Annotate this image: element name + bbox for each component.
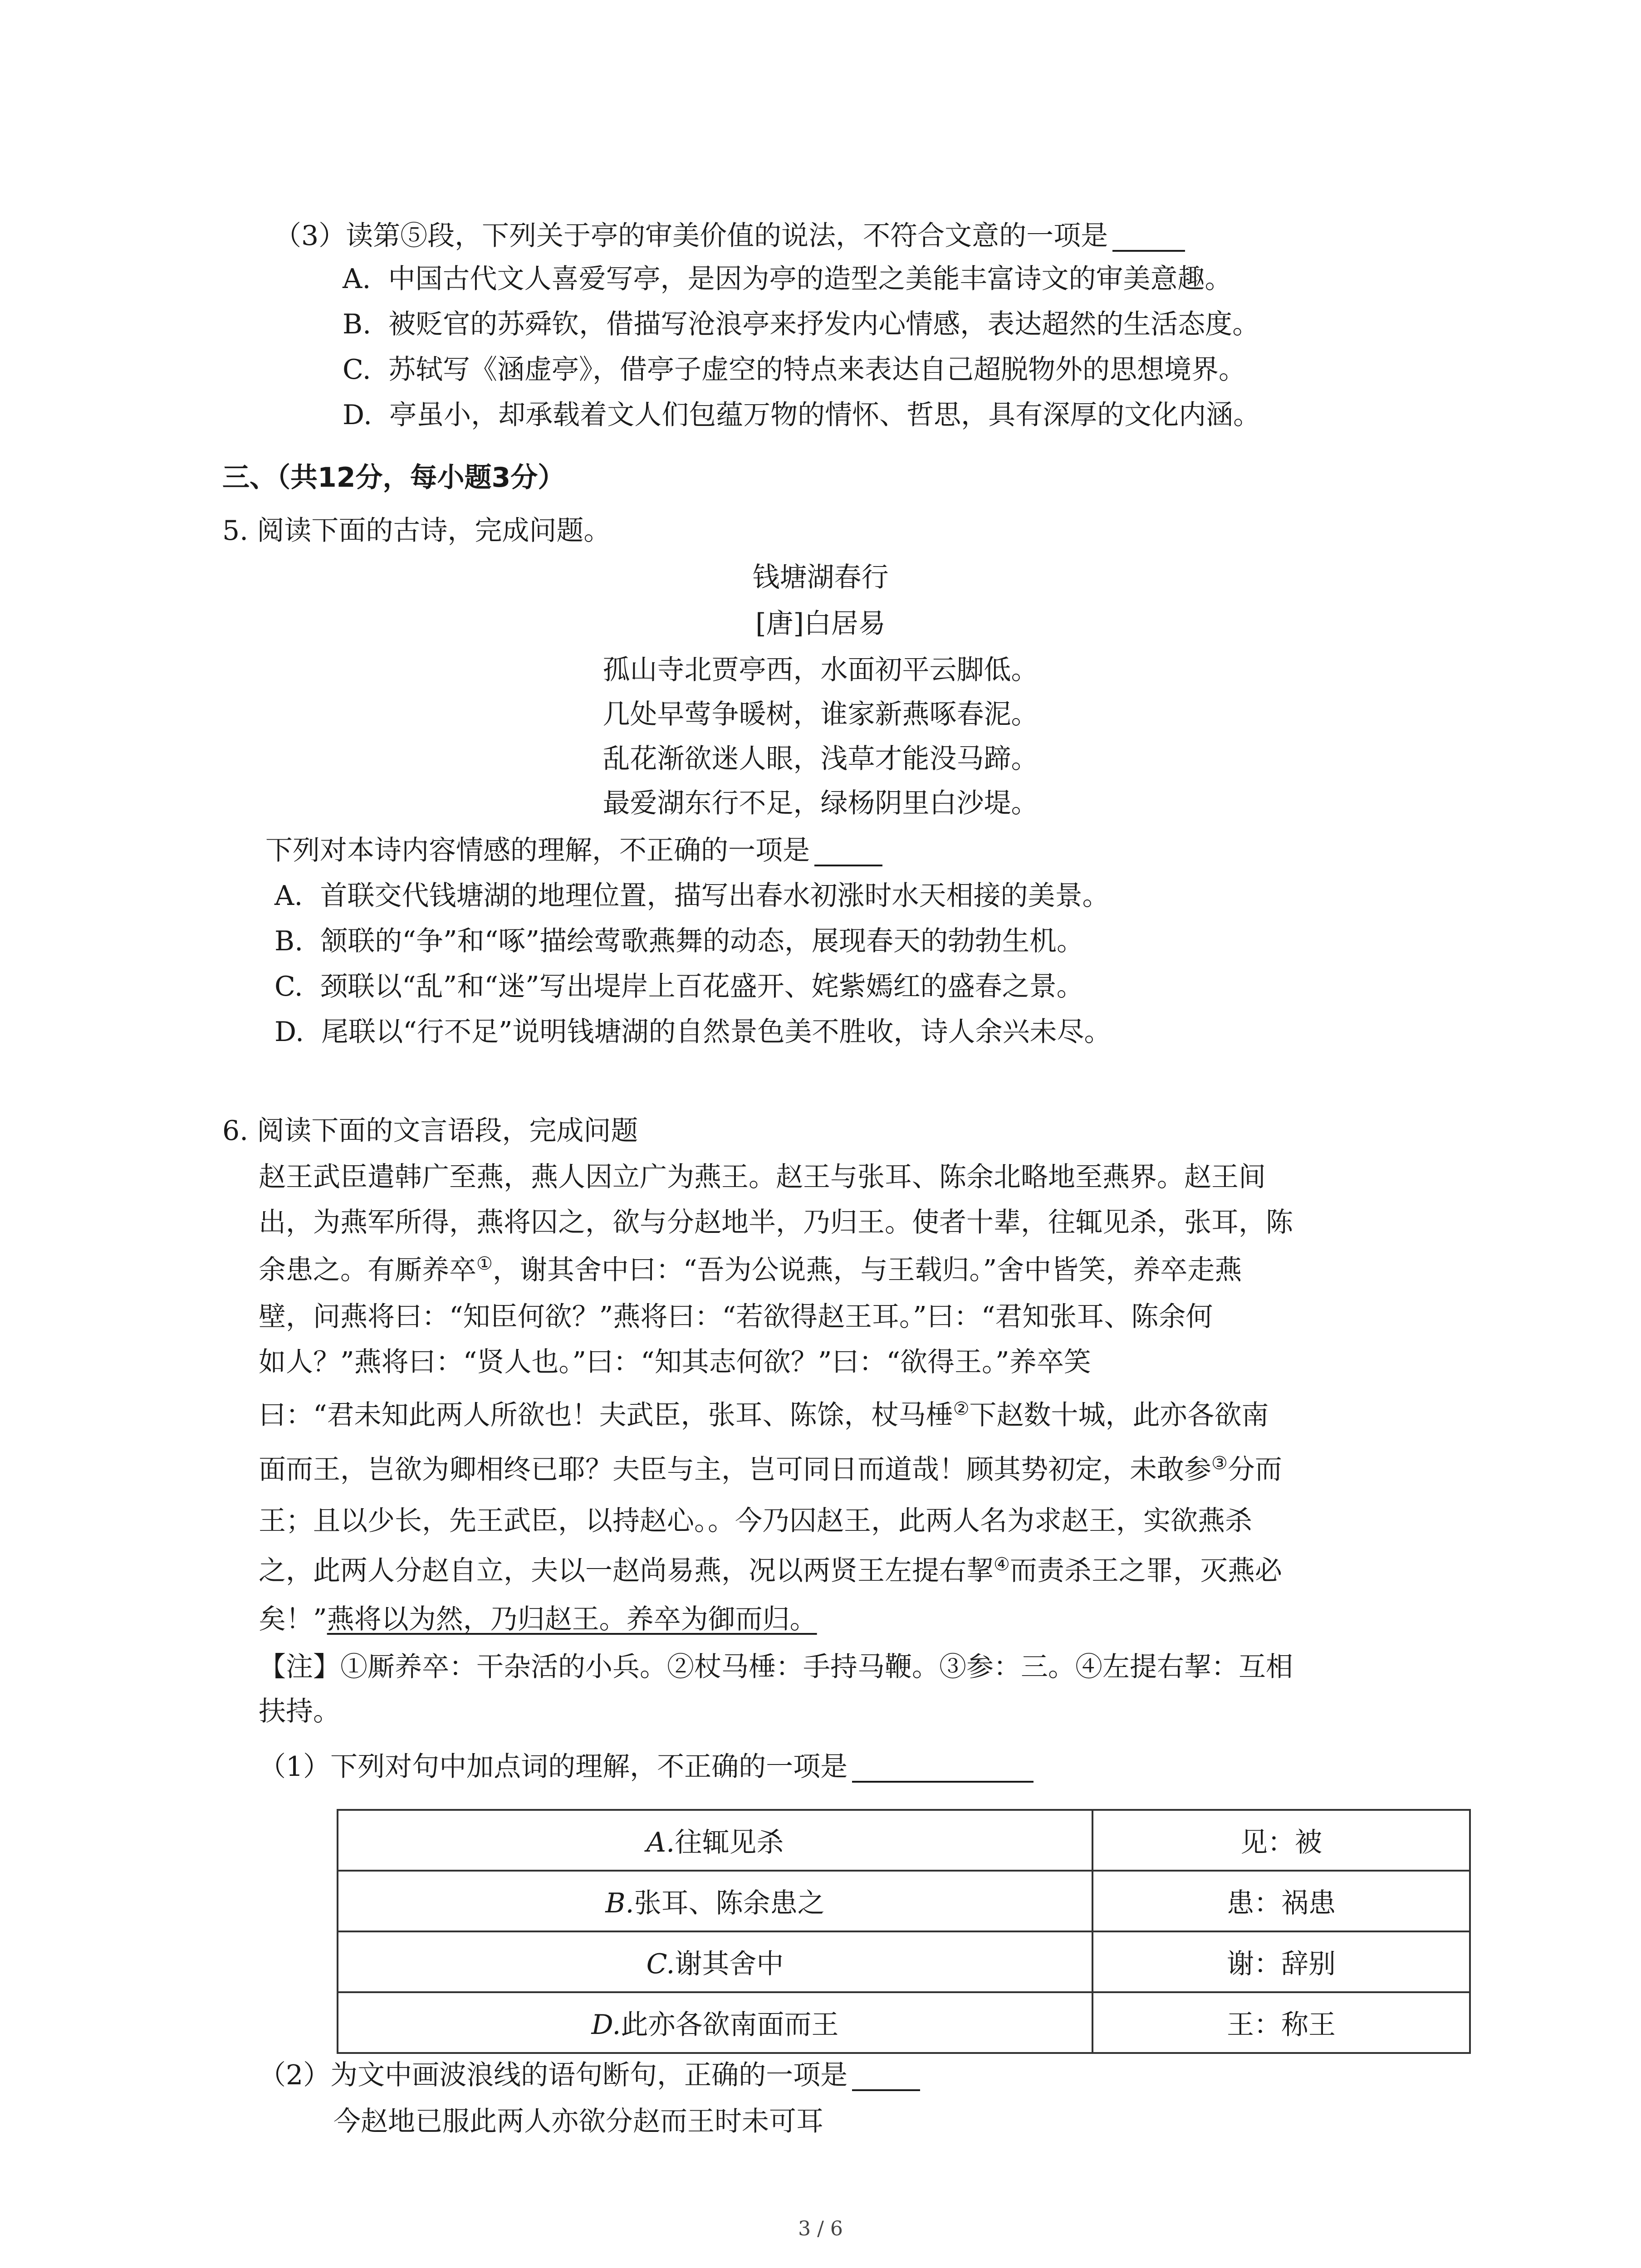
- poem-line: 孤山寺北贾亭西，水面初平云脚低。: [603, 654, 1038, 686]
- passage-text: 之，此两人分赵自立，夫以一赵尚易燕，况以两贤王左提右挈: [259, 1555, 994, 1587]
- table-cell-sentence: [338, 1810, 1092, 1871]
- table-row: [338, 1871, 1470, 1931]
- answer-blank[interactable]: [852, 2064, 920, 2091]
- passage-text: 余患之。有厮养卒: [259, 1254, 476, 1286]
- passage-line: 赵王武臣遣韩广至燕，燕人因立广为燕王。赵王与张耳、陈余北略地至燕界。赵王间: [259, 1161, 1266, 1193]
- q6-sub1-stem-text: （1）下列对句中加点词的理解，不正确的一项是: [259, 1751, 848, 1783]
- answer-blank[interactable]: [814, 839, 882, 866]
- passage-line: 出，为燕军所得，燕将囚之，欲与分赵地半，乃归王。使者十辈，往辄见杀，张耳，陈: [259, 1207, 1293, 1238]
- vocab-table: [337, 1809, 1471, 2054]
- q5-question-text: 下列对本诗内容情感的理解，不正确的一项是: [265, 835, 810, 866]
- table-cell-gloss: 见：被: [1092, 1810, 1470, 1871]
- option-text: 往辄见杀: [675, 1827, 784, 1858]
- table-cell-gloss: 谢：辞别: [1092, 1931, 1470, 1992]
- q4-part3-stem-text: （3）读第⑤段，下列关于亭的审美价值的说法，不符合文意的一项是: [274, 220, 1108, 252]
- passage-text: 分而: [1227, 1454, 1282, 1486]
- poem-line: 几处早莺争暖树，谁家新燕啄春泥。: [603, 699, 1038, 730]
- table-cell-sentence: [338, 1931, 1092, 1992]
- footnote-mark: ③: [1211, 1453, 1228, 1474]
- option-letter: C.: [646, 1948, 675, 1980]
- notes-line: 【注】①厮养卒：干杂活的小兵。②杖马棰：手持马鞭。③参：三。④左提右挈：互相: [259, 1651, 1293, 1683]
- q5-option-a: A. 首联交代钱塘湖的地理位置，描写出春水初涨时水天相接的美景。: [274, 880, 1110, 912]
- passage-text: 曰：“君未知此两人所欲也！夫武臣，张耳、陈馀，杖马棰: [259, 1399, 953, 1431]
- option-text: 谢其舍中: [675, 1948, 784, 1980]
- notes-line: 扶持。: [259, 1696, 340, 1727]
- table-cell-sentence: [338, 1992, 1092, 2053]
- option-letter: B.: [605, 1887, 634, 1919]
- poem-title: 钱塘湖春行: [752, 562, 889, 593]
- underlined-sentence: 燕将以为然，乃归赵王。养卒为御而归。: [327, 1603, 817, 1635]
- q5-option-d: D. 尾联以“行不足”说明钱塘湖的自然景色美不胜收，诗人余兴未尽。: [274, 1016, 1112, 1048]
- section-heading: 三、（共12分，每小题3分）: [222, 462, 565, 494]
- q5-stem: 5. 阅读下面的古诗，完成问题。: [222, 515, 611, 547]
- page-number: 3 / 6: [798, 2217, 843, 2240]
- passage-line: [259, 1399, 1269, 1431]
- footnote-mark: ①: [476, 1253, 493, 1274]
- poem-author: [唐]白居易: [755, 608, 886, 640]
- q5-option-b: B. 颔联的“争”和“啄”描绘莺歌燕舞的动态，展现春天的勃勃生机。: [274, 925, 1084, 957]
- passage-text: 而责杀王之罪，灭燕必: [1009, 1555, 1282, 1587]
- passage-line: 如人？”燕将曰：“贤人也。”曰：“知其志何欲？”曰：“欲得王。”养卒笑: [259, 1346, 1091, 1378]
- poem-line: 最爱湖东行不足，绿杨阴里白沙堤。: [603, 787, 1038, 819]
- option-text: 张耳、陈余患之: [634, 1887, 825, 1919]
- table-cell-gloss: 王：称王: [1092, 1992, 1470, 2053]
- table-cell-gloss: 患：祸患: [1092, 1871, 1470, 1931]
- q4-option-c: C. 苏轼写《涵虚亭》，借亭子虚空的特点来表达自己超脱物外的思想境界。: [343, 354, 1246, 386]
- passage-line: 壁，问燕将曰：“知臣何欲？”燕将曰：“若欲得赵王耳。”曰：“君知张耳、陈余何: [259, 1301, 1213, 1333]
- passage-text: 下赵数十城，此亦各欲南: [969, 1399, 1269, 1431]
- passage-text: ，谢其舍中曰：“吾为公说燕，与王载归。”舍中皆笑，养卒走燕: [492, 1254, 1242, 1286]
- footnote-mark: ④: [994, 1554, 1010, 1575]
- answer-blank[interactable]: [1112, 225, 1185, 252]
- poem-line: 乱花渐欲迷人眼，浅草才能没马蹄。: [603, 743, 1038, 775]
- q4-option-d: D. 亭虽小，却承载着文人们包蕴万物的情怀、哲思，具有深厚的文化内涵。: [343, 399, 1261, 431]
- q5-option-c: C. 颈联以“乱”和“迷”写出堤岸上百花盛开、姹紫嫣红的盛春之景。: [274, 971, 1084, 1002]
- q6-stem: 6. 阅读下面的文言语段，完成问题: [222, 1115, 638, 1147]
- q6-sub1-stem: [259, 1751, 1034, 1783]
- q4-option-a: A. 中国古代文人喜爱写亭，是因为亭的造型之美能丰富诗文的审美意趣。: [343, 263, 1232, 295]
- option-text: 此亦各欲南面而王: [621, 2009, 839, 2041]
- q6-sub2-stem: [259, 2059, 920, 2091]
- table-row: [338, 1992, 1470, 2053]
- passage-line: 王；且以少长，先王武臣，以持赵心。。今乃囚赵王，此两人名为求赵王，实欲燕杀: [259, 1505, 1252, 1537]
- q6-sub2-sentence: 今赵地已服此两人亦欲分赵而王时未可耳: [333, 2106, 823, 2137]
- q4-part3-stem: [274, 220, 1185, 252]
- passage-line: [259, 1254, 1242, 1286]
- passage-line: [259, 1603, 817, 1635]
- passage-text: 面而王，岂欲为卿相终已耶？夫臣与主，岂可同日而道哉！顾其势初定，未敢参: [259, 1454, 1211, 1486]
- footnote-mark: ②: [953, 1398, 970, 1419]
- passage-text: 矣！”: [259, 1603, 327, 1635]
- table-row: [338, 1931, 1470, 1992]
- passage-line: [259, 1454, 1282, 1486]
- answer-blank[interactable]: [852, 1755, 1034, 1783]
- passage-line: [259, 1555, 1282, 1587]
- option-letter: A.: [646, 1827, 675, 1858]
- q5-question: [265, 835, 882, 866]
- table-row: [338, 1810, 1470, 1871]
- q6-sub2-stem-text: （2）为文中画波浪线的语句断句，正确的一项是: [259, 2059, 848, 2091]
- option-letter: D.: [591, 2009, 621, 2041]
- table-cell-sentence: [338, 1871, 1092, 1931]
- q4-option-b: B. 被贬官的苏舜钦，借描写沧浪亭来抒发内心情感，表达超然的生活态度。: [343, 308, 1260, 340]
